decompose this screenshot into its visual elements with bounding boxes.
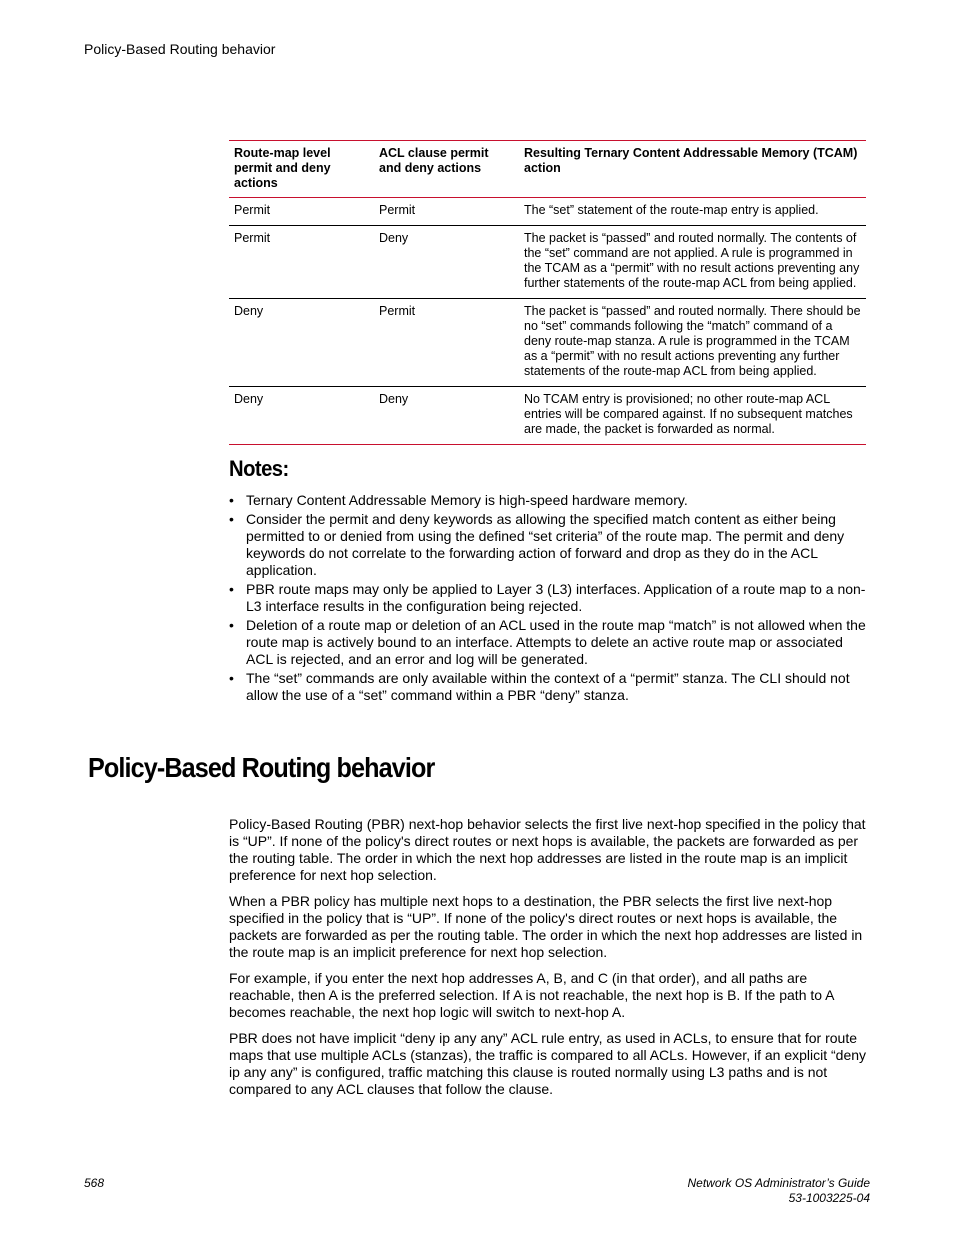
table-cell: The packet is “passed” and routed normally. There should be no “set” commands following the “match” command of a deny route-map stanza. A rule is programmed in the TCAM as a “permit” with no result actions preventing any further statements of the route-map ACL from being applied. <box>519 299 866 387</box>
list-item <box>229 511 869 579</box>
list-item <box>229 617 869 668</box>
list-item <box>229 492 869 509</box>
column-header: Resulting Ternary Content Addressable Memory (TCAM) action <box>519 141 866 198</box>
paragraph: PBR does not have implicit “deny ip any any” ACL rule entry, as used in ACLs, to ensure that for route maps that use multiple ACLs (stanzas), the traffic is compared to all ACLs. However, if an explicit “deny ip any any” is configured, traffic matching this clause is routed normally using L3 paths and is not compared to any ACL clauses that follow the clause. <box>229 1030 867 1097</box>
note-text: The “set” commands are only available within the context of a “permit” stanza. The CLI should not allow the use of a “set” command within a PBR “deny” stanza. <box>246 670 850 703</box>
bullet-icon: • <box>229 670 234 686</box>
table-cell: The packet is “passed” and routed normally. The contents of the “set” command are not applied. A rule is programmed in the TCAM as a “permit” with no result actions preventing any further statements of the route-map ACL from being applied. <box>519 226 866 299</box>
table-cell: Permit <box>374 299 519 387</box>
section-body <box>229 816 869 1107</box>
table-row <box>229 226 866 299</box>
footer-doc-info <box>687 1176 870 1206</box>
table-cell: Deny <box>229 387 374 445</box>
notes-list <box>229 492 869 706</box>
table-cell: Deny <box>374 226 519 299</box>
running-header: Policy-Based Routing behavior <box>84 41 276 57</box>
doc-number: 53-1003225-04 <box>788 1191 870 1205</box>
table-cell: The “set” statement of the route-map entry is applied. <box>519 198 866 226</box>
table-cell: Deny <box>229 299 374 387</box>
bullet-icon: • <box>229 511 234 527</box>
note-text: Consider the permit and deny keywords as allowing the specified match content as either being permitted to or denied from using the defined “set criteria” of the route map. The permit and deny keywords do not correlate to the forwarding action of forward and drop as they do in the ACL application. <box>246 511 845 578</box>
list-item <box>229 581 869 615</box>
column-header: Route-map level permit and deny actions <box>229 141 374 198</box>
section-title: Policy-Based Routing behavior <box>88 752 435 783</box>
table-cell: Permit <box>374 198 519 226</box>
bullet-icon: • <box>229 617 234 633</box>
table-cell: Deny <box>374 387 519 445</box>
route-map-action-table <box>229 140 866 445</box>
bullet-icon: • <box>229 581 234 597</box>
table-row <box>229 299 866 387</box>
note-text: Ternary Content Addressable Memory is high-speed hardware memory. <box>246 492 688 508</box>
bullet-icon: • <box>229 492 234 508</box>
paragraph: When a PBR policy has multiple next hops to a destination, the PBR selects the first live next-hop specified in the policy that is “UP”. If none of the policy's direct routes or next hops is available, the packets are forwarded as per the routing table. The order in which the next hop addresses are listed in the route map is an implicit preference for next hop selection. <box>229 893 863 960</box>
table-cell: Permit <box>229 198 374 226</box>
paragraph: Policy-Based Routing (PBR) next-hop behavior selects the first live next-hop specified in the policy that is “UP”. If none of the policy's direct routes or next hops is available, the packets are forwarded as per the routing table. The order in which the next hop addresses are listed in the route map is an implicit preference for next hop selection. <box>229 816 866 883</box>
table-header-row <box>229 141 866 198</box>
guide-title: Network OS Administrator’s Guide <box>687 1176 870 1190</box>
paragraph: For example, if you enter the next hop addresses A, B, and C (in that order), and all paths are reachable, then A is the preferred selection. If A is not reachable, the next hop is B. If the path to A becomes reachable, the next hop logic will switch to next-hop A. <box>229 970 834 1020</box>
table-row <box>229 198 866 226</box>
table-cell: Permit <box>229 226 374 299</box>
table-cell: No TCAM entry is provisioned; no other route-map ACL entries will be compared against. If no subsequent matches are made, the packet is forwarded as normal. <box>519 387 866 445</box>
note-text: Deletion of a route map or deletion of an ACL used in the route map “match” is not allowed when the route map is actively bound to an interface. Attempts to delete an active route map or associated ACL is rejected, and an error and log will be generated. <box>246 617 866 667</box>
column-header: ACL clause permit and deny actions <box>374 141 519 198</box>
table-row <box>229 387 866 445</box>
list-item <box>229 670 869 704</box>
page-number: 568 <box>84 1176 105 1190</box>
notes-heading: Notes: <box>229 456 289 481</box>
note-text: PBR route maps may only be applied to Layer 3 (L3) interfaces. Application of a route map to a non-L3 interface results in the configuration being rejected. <box>246 581 866 614</box>
